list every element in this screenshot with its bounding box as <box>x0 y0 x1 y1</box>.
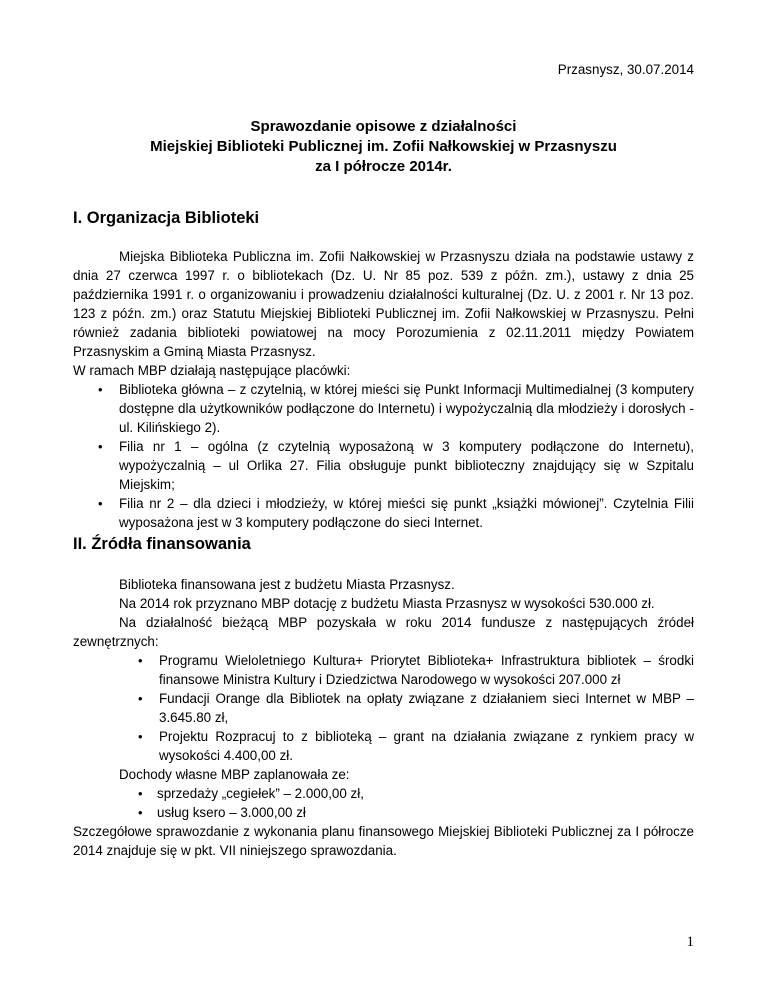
list-item: • sprzedaży „cegiełek” – 2.000,00 zł, <box>73 784 694 803</box>
section-2-summary: Szczegółowe sprawozdanie z wykonania planu finansowego Miejskiej Biblioteki Publicznej za I półrocze 2014 znajduje się w pkt. VII niniejszego sprawozdania. <box>73 824 694 858</box>
list-item: • Biblioteka główna – z czytelnią, w której mieści się Punkt Informacji Multimedialnej (3 komputery dostępne dla użytkowników podłączone do Internetu) i wypożyczalnią dla młodzieży i dorosłych - ul. Kilińskiego 2). <box>73 380 694 437</box>
list-item: • Filia nr 1 – ogólna (z czytelnią wyposażoną w 3 komputery podłączone do Internetu), wypożyczalnią – ul Orlika 27. Filia obsługuje punkt biblioteczny znajdujący się w Szpitalu Miejskim; <box>73 437 694 494</box>
branches-list <box>73 380 694 532</box>
section-1-paragraph: Miejska Biblioteka Publiczna im. Zofii Nałkowskiej w Przasnyszu działa na podstawie ustawy z dnia 27 czerwca 1997 r. o bibliotekach (Dz. U. Nr 85 poz. 539 z późn. zm.), ustawy z dnia 25 października 1991 r. o organizowaniu i prowadzeniu działalności kulturalnej (Dz. U. z 2001 r. Nr 13 poz. 123 z późn. zm.) oraz Statutu Miejskiej Biblioteki Publicznej im. Zofii Nałkowskiej w Przasnyszu. Pełni również zadania biblioteki powiatowej na mocy Porozumienia z 02.11.2011 między Powiatem Przasnyskim a Gminą Miasta Przasnysz. <box>73 249 694 359</box>
section-1-heading: I. Organizacja Biblioteki <box>73 209 260 227</box>
section-2-body <box>73 575 694 860</box>
title-line-2: Miejskiej Biblioteki Publicznej im. Zofii Nałkowskiej w Przasnyszu <box>150 138 617 155</box>
section-2-line-3: Na działalność bieżącą MBP pozyskała w roku 2014 fundusze z następujących źródeł zewnętrznych: <box>73 615 694 649</box>
title-line-1: Sprawozdanie opisowe z działalności <box>250 118 517 135</box>
section-2-line-2: Na 2014 rok przyznano MBP dotację z budżetu Miasta Przasnysz w wysokości 530.000 zł. <box>119 596 655 611</box>
external-funding-list <box>73 651 694 765</box>
document-date: Przasnysz, 30.07.2014 <box>557 62 694 77</box>
list-item: • usług ksero – 3.000,00 zł <box>73 803 694 822</box>
section-2-line-1: Biblioteka finansowana jest z budżetu Miasta Przasnysz. <box>119 577 455 592</box>
own-income-intro: Dochody własne MBP zaplanowała ze: <box>119 767 350 782</box>
list-item: • Programu Wieloletniego Kultura+ Priorytet Biblioteka+ Infrastruktura bibliotek – środki finansowe Ministra Kultury i Dziedzictwa Narodowego w wysokości 207.000 zł <box>73 651 694 689</box>
title-line-3: za I półrocze 2014r. <box>315 158 452 175</box>
section-2-heading: II. Źródła finansowania <box>73 535 251 553</box>
list-item: • Fundacji Orange dla Bibliotek na opłaty związane z działaniem sieci Internet w MBP – 3.645.80 zł, <box>73 689 694 727</box>
list-item: • Filia nr 2 – dla dzieci i młodzieży, w której mieści się punkt „książki mówionej”. Czytelnia Filii wyposażona jest w 3 komputery podłączone do sieci Internet. <box>73 494 694 532</box>
list-item: • Projektu Rozpracuj to z biblioteką – grant na działania związane z rynkiem pracy w wysokości 4.400,00 zł. <box>73 727 694 765</box>
page-number: 1 <box>686 934 694 950</box>
section-1-body <box>73 247 694 532</box>
document-title <box>73 117 694 177</box>
own-income-list <box>73 784 694 822</box>
section-1-list-intro: W ramach MBP działają następujące placówki: <box>73 363 351 378</box>
